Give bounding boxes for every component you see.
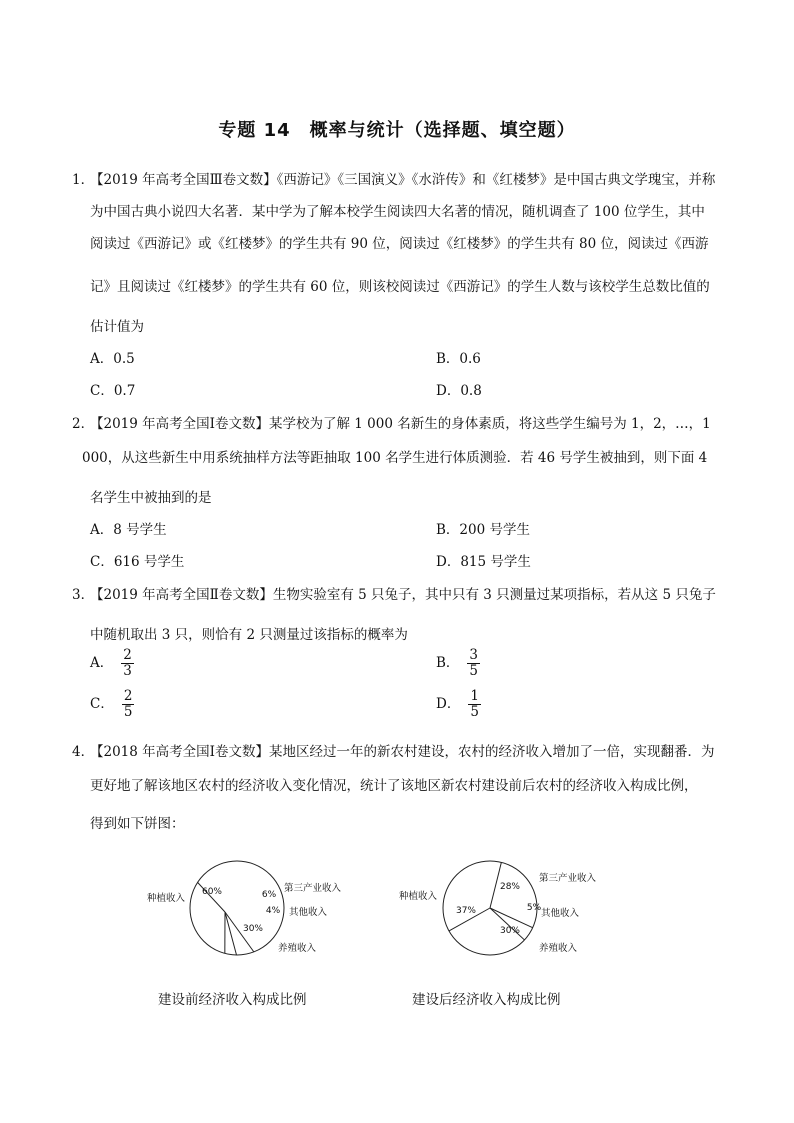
pie-category-label: 其他收入 bbox=[541, 908, 580, 919]
q1-option-b[interactable]: B．0.6 bbox=[436, 351, 481, 367]
page-title: 专题 14 概率与统计（选择题、填空题） bbox=[218, 120, 576, 141]
fraction bbox=[467, 648, 480, 679]
q2-line: 名学生中被抽到的是 bbox=[90, 490, 212, 506]
q3-option-b[interactable] bbox=[436, 648, 480, 679]
q1-option-d[interactable]: D．0.8 bbox=[436, 383, 482, 399]
pie-value-label: 60% bbox=[201, 887, 223, 897]
numerator: 1 bbox=[470, 688, 479, 704]
fraction bbox=[468, 689, 481, 720]
pie-value-label: 30% bbox=[499, 926, 521, 936]
q1-option-c[interactable]: C．0.7 bbox=[90, 383, 136, 399]
pie-value-label: 37% bbox=[455, 906, 477, 916]
fraction bbox=[122, 689, 135, 720]
pie-category-label: 第三产业收入 bbox=[539, 873, 597, 884]
pie-caption-before: 建设前经济收入构成比例 bbox=[158, 992, 307, 1008]
q2-option-a[interactable]: A．8 号学生 bbox=[90, 522, 167, 538]
pie-category-label: 种植收入 bbox=[398, 891, 437, 902]
pie-category-label: 养殖收入 bbox=[278, 943, 317, 954]
pie-value-label: 4% bbox=[265, 906, 281, 916]
q2-option-d[interactable]: D．815 号学生 bbox=[436, 554, 531, 570]
q2-option-b[interactable]: B．200 号学生 bbox=[436, 522, 530, 538]
q2-line: 000，从这些新生中用系统抽样方法等距抽取 100 名学生进行体质测验．若 46 号学生被抽到，则下面 4 bbox=[82, 450, 708, 466]
q4-line: 更好地了解该地区农村的经济收入变化情况，统计了该地区新农村建设前后农村的经济收入构成比例， bbox=[90, 778, 698, 794]
pie-caption-after: 建设后经济收入构成比例 bbox=[412, 992, 561, 1008]
q3-line: 中随机取出 3 只，则恰有 2 只测量过该指标的概率为 bbox=[90, 627, 408, 643]
pie-value-label: 30% bbox=[242, 924, 264, 934]
option-label: D． bbox=[436, 695, 461, 712]
q1-line: 估计值为 bbox=[90, 319, 144, 335]
pie-value-label: 6% bbox=[261, 890, 277, 900]
q4-line: 得到如下饼图： bbox=[90, 816, 185, 832]
pie-value-label: 5% bbox=[526, 903, 542, 913]
denominator: 5 bbox=[469, 662, 479, 679]
pie-category-label: 种植收入 bbox=[146, 893, 185, 904]
q1-line: 记》且阅读过《红楼梦》的学生共有 60 位，则该校阅读过《西游记》的学生人数与该校学生总数比值的 bbox=[90, 279, 710, 295]
option-label: A． bbox=[90, 654, 114, 671]
q1-line: 为中国古典小说四大名著．某中学为了解本校学生阅读四大名著的情况，随机调查了 100 位学生，其中 bbox=[90, 204, 705, 220]
q1-number: 1． bbox=[72, 172, 95, 188]
pie-category-label: 养殖收入 bbox=[539, 943, 578, 954]
numerator: 3 bbox=[469, 647, 479, 663]
fraction bbox=[121, 648, 134, 679]
option-label: B． bbox=[436, 654, 460, 671]
q3-line: 【2019 年高考全国Ⅱ卷文数】生物实验室有 5 只兔子，其中只有 3 只测量过某项指标，若从这 5 只兔子 bbox=[90, 587, 716, 603]
pie-value-label: 28% bbox=[499, 882, 521, 892]
q2-line: 【2019 年高考全国Ⅰ卷文数】某学校为了解 1 000 名新生的身体素质，将这些学生编号为 1，2，…，1 bbox=[90, 416, 711, 432]
denominator: 5 bbox=[123, 703, 133, 720]
pie-charts bbox=[0, 840, 794, 980]
q4-line: 【2018 年高考全国Ⅰ卷文数】某地区经过一年的新农村建设，农村的经济收入增加了一倍，实现翻番．为 bbox=[90, 744, 715, 760]
denominator: 3 bbox=[123, 662, 132, 679]
q3-option-a[interactable] bbox=[90, 648, 134, 679]
q2-option-c[interactable]: C．616 号学生 bbox=[90, 554, 185, 570]
q4-number: 4． bbox=[72, 744, 95, 760]
q1-line: 【2019 年高考全国Ⅲ卷文数】《西游记》《三国演义》《水浒传》和《红楼梦》是中国古典文学瑰宝，并称 bbox=[90, 172, 716, 188]
pie-category-label: 第三产业收入 bbox=[284, 883, 342, 894]
pie-category-label: 其他收入 bbox=[289, 907, 328, 918]
q3-option-c[interactable] bbox=[90, 689, 134, 720]
q3-number: 3． bbox=[72, 587, 95, 603]
option-label: C． bbox=[90, 695, 114, 712]
q3-option-d[interactable] bbox=[436, 689, 481, 720]
q1-option-a[interactable]: A．0.5 bbox=[90, 351, 135, 367]
numerator: 2 bbox=[123, 688, 133, 704]
denominator: 5 bbox=[470, 703, 479, 720]
q2-number: 2． bbox=[72, 416, 95, 432]
q1-line: 阅读过《西游记》或《红楼梦》的学生共有 90 位，阅读过《红楼梦》的学生共有 80 位，阅读过《西游 bbox=[90, 236, 709, 252]
numerator: 2 bbox=[123, 647, 132, 663]
